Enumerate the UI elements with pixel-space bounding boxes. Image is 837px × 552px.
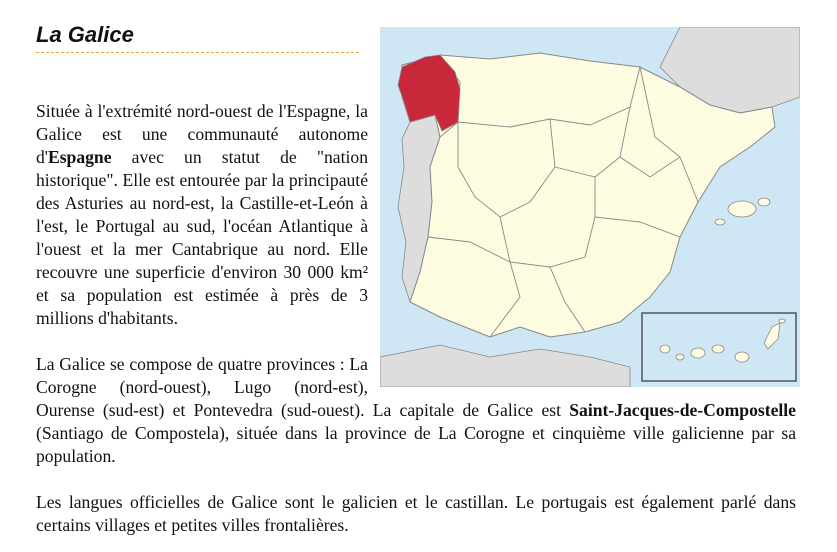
article <box>36 20 796 537</box>
intro-bold-espagne: Espagne <box>47 147 112 167</box>
galicia-location-map <box>380 27 800 387</box>
capital-name: Saint-Jacques-de-Compostelle <box>569 400 796 420</box>
canary-islands-inset <box>642 313 796 381</box>
page-title: La Galice <box>36 20 359 53</box>
intro-text-2: avec un statut de "nation historique". Elle est entourée par la principauté des Asturies au nord-est, la Castille-et-León à l'est, le Portugal au sud, l'océan Atlantique à l'ouest et la mer Cantabrique au nord. Elle recouvre une superficie d'environ 30 000 km² et sa population est estimée à près de 3 millions d'habitants. <box>36 147 368 328</box>
languages-paragraph <box>36 491 796 537</box>
spain-map-image <box>380 27 800 387</box>
intro-text-1: Située à l'extrémité nord-ouest de l'Espagne, la Galice est une communauté autonome d' <box>36 101 368 167</box>
provinces-text-1: La Galice se compose de quatre provinces : La Corogne (nord-ouest), Lugo (nord-est), Ourense (sud-est) et Pontevedra (sud-ouest). La capitale de Galice est <box>36 354 570 420</box>
provinces-text-2: (Santiago de Compostela), située dans la province de La Corogne et cinquième ville galicienne par sa population. <box>36 423 796 466</box>
languages-text: Les langues officielles de Galice sont le galicien et le castillan. Le portugais est également parlé dans certains villages et petites villes frontalières. <box>36 492 796 535</box>
